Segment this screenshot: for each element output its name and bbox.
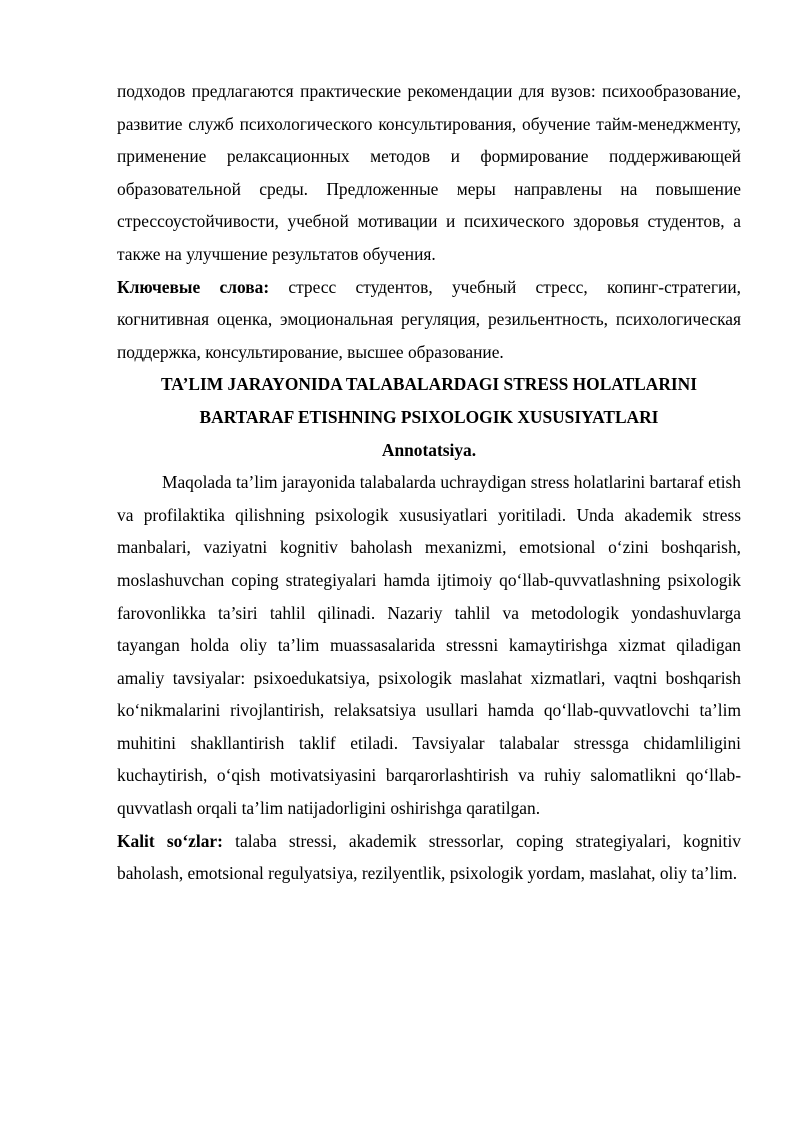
ru-keywords-label: Ключевые слова: — [117, 276, 270, 297]
ru-keywords-text: стресс студентов, учебный стресс, копинг-стратегии, когнитивная оценка, эмоциональная регуляция, резильентность, психологическая поддержка, консультирование, высшее образование. — [117, 276, 741, 362]
uz-keywords-label: Kalit so‘zlar: — [117, 830, 223, 851]
ru-abstract-tail: подходов предлагаются практические рекомендации для вузов: психообразование, развитие служб психологического консультирования, обучение тайм-менеджменту, применение релаксационных методов и формирование поддерживающей образовательной среды. Предложенные меры направлены на повышение стрессоустойчивости, учебной мотивации и психического здоровья студентов, а также на улучшение результатов обучения. — [117, 81, 741, 264]
uz-keywords-text: talaba stressi, akademik stressorlar, coping strategiyalari, kognitiv baholash, emotsional regulyatsiya, rezilyentlik, psixologik yordam, maslahat, oliy ta’lim. — [117, 830, 741, 884]
uz-annotation-heading: Annotatsiya. — [381, 439, 477, 460]
uz-keywords-paragraph — [117, 825, 741, 890]
uz-article-title-line-2: BARTARAF ETISHNING PSIXOLOGIK XUSUSIYATLARI — [199, 406, 659, 427]
uz-abstract: Maqolada ta’lim jarayonida talabalarda uchraydigan stress holatlarini bartaraf etish va profilaktika qilishning psixologik xususiyatlari yoritiladi. Unda akademik stress manbalari, vaziyatni kognitiv baholash mexanizmi, emotsional o‘zini boshqarish, moslashuvchan coping strategiyalari hamda ijtimoiy qo‘llab-quvvatlashning psixologik farovonlikka ta’siri tahlil qilinadi. Nazariy tahlil va metodologik yondashuvlarga tayangan holda oliy ta’lim muassasalarida stressni kamaytirishga xizmat qiladigan amaliy tavsiyalar: psixoedukatsiya, psixologik maslahat xizmatlari, vaqtni boshqarish ko‘nikmalarini rivojlantirish, relaksatsiya usullari hamda qo‘llab-quvvatlovchi ta’lim muhitini shakllantirish taklif etiladi. Tavsiyalar talabalar stressga chidamliligini kuchaytirish, o‘qish motivatsiyasini barqarorlashtirish va ruhiy salomatlikni qo‘llab-quvvatlash orqali ta’lim natijadorligini oshirishga qaratilgan. — [117, 472, 741, 819]
page-content — [117, 75, 741, 890]
ru-keywords-paragraph — [117, 271, 741, 369]
uz-article-title-line-1: TA’LIM JARAYONIDA TALABALARDAGI STRESS HOLATLARINI — [161, 374, 697, 395]
